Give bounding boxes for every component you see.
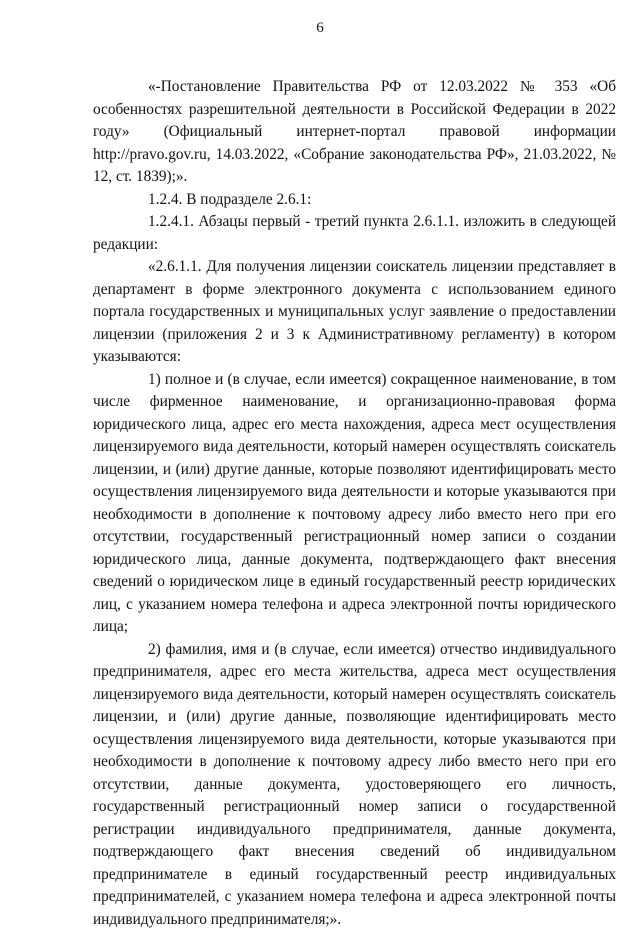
paragraph-amendment-instruction: 1.2.4.1. Абзацы первый - третий пункта 2.6.1.1. изложить в следующей редакции: <box>93 211 616 256</box>
paragraph-item-1: 1) полное и (в случае, если имеется) сокращенное наименование, в том числе фирменное наименование, и организационно-правовая форма юридического лица, адрес его места нахождения, адреса мест осуществления лицензируемого вида деятельности, который намерен осуществлять соискатель лицензии, и (или) другие данные, которые позволяют идентифицировать место осуществления лицензируемого вида деятельности и которые указываются при необходимости в дополнение к почтовому адресу либо вместо него при его отсутствии, государственный регистрационный номер записи о создании юридического лица, данные документа, подтверждающего факт внесения сведений о юридическом лице в единый государственный реестр юридических лиц, с указанием номера телефона и адреса электронной почты юридического лица; <box>93 369 616 639</box>
paragraph-item-2: 2) фамилия, имя и (в случае, если имеется) отчество индивидуального предпринимателя, адрес его места жительства, адреса мест осуществления лицензируемого вида деятельности, который намерен осуществлять соискатель лицензии, и (или) другие данные, позволяющие идентифицировать место осуществления лицензируемого вида деятельности, которые указываются при необходимости в дополнение к почтовому адресу либо вместо него при его отсутствии, данные документа, удостоверяющего его личность, государственный регистрационный номер записи о государственной регистрации индивидуального предпринимателя, данные документа, подтверждающего факт внесения сведений об индивидуальном предпринимателе в единый государственный реестр индивидуальных предпринимателей, с указанием номера телефона и адреса электронной почты индивидуального предпринимателя;». <box>93 639 616 931</box>
page-number: 6 <box>0 20 640 37</box>
paragraph-citation: «-Постановление Правительства РФ от 12.03.2022 № 353 «Об особенностях разрешительной деятельности в Российской Федерации в 2022 году» (Официальный интернет-портал правовой информации http://pravo.gov.ru, 14.03.2022, «Собрание законодательства РФ», 21.03.2022, № 12, ст. 1839);». <box>93 76 616 189</box>
document-body <box>93 76 616 931</box>
paragraph-clause-2-6-1-1: «2.6.1.1. Для получения лицензии соискатель лицензии представляет в департамент в форме электронного документа с использованием единого портала государственных и муниципальных услуг заявление о предоставлении лицензии (приложения 2 и 3 к Административному регламенту) в котором указываются: <box>93 256 616 369</box>
paragraph-subsection-heading: 1.2.4. В подразделе 2.6.1: <box>93 189 616 212</box>
